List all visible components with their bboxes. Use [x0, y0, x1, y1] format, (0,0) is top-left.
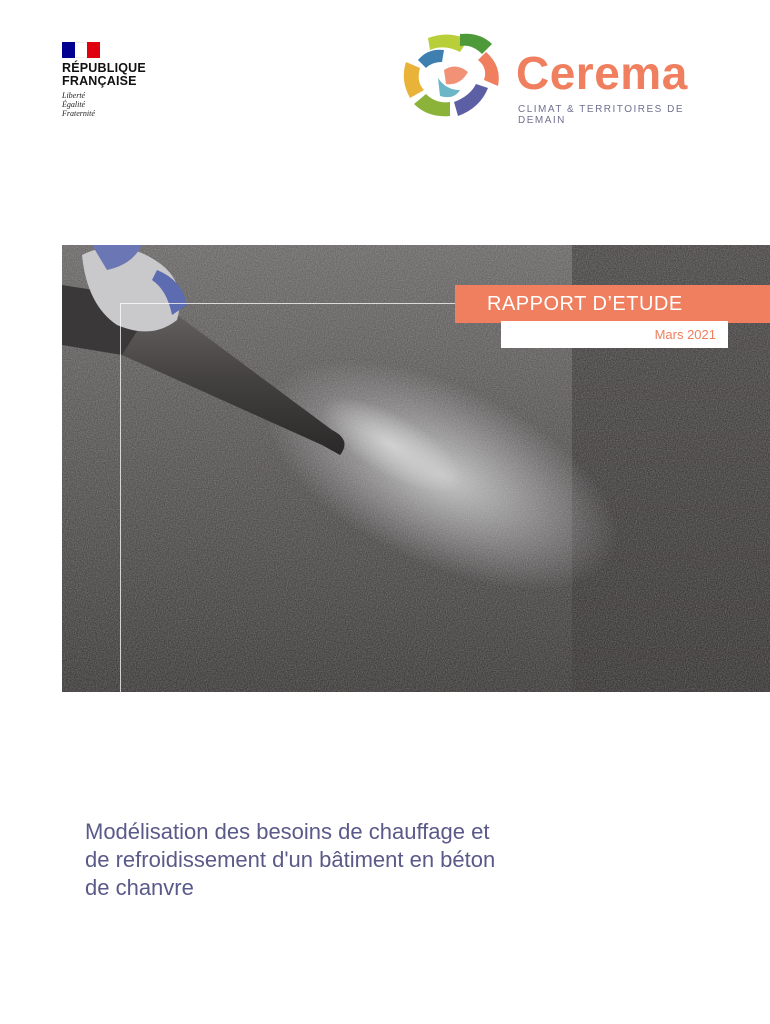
republique-francaise-logo — [62, 42, 182, 118]
report-date: Mars 2021 — [501, 321, 728, 348]
tricolor-flag-icon — [62, 42, 100, 58]
republique-name: RÉPUBLIQUE FRANÇAISE — [62, 61, 146, 88]
photo-frame — [120, 303, 770, 692]
cerema-logo — [398, 30, 728, 125]
report-title: Modélisation des besoins de chauffage et de refroidissement d'un bâtiment en béton de chanvre — [85, 819, 496, 900]
cerema-mark-icon — [398, 30, 510, 122]
republique-motto: Liberté Égalité Fraternité — [62, 91, 95, 118]
cerema-wordmark: Cerema — [516, 47, 688, 99]
report-type-banner: RAPPORT D’ETUDE — [455, 285, 770, 323]
cerema-tagline: CLIMAT & TERRITOIRES DE DEMAIN — [518, 104, 685, 126]
